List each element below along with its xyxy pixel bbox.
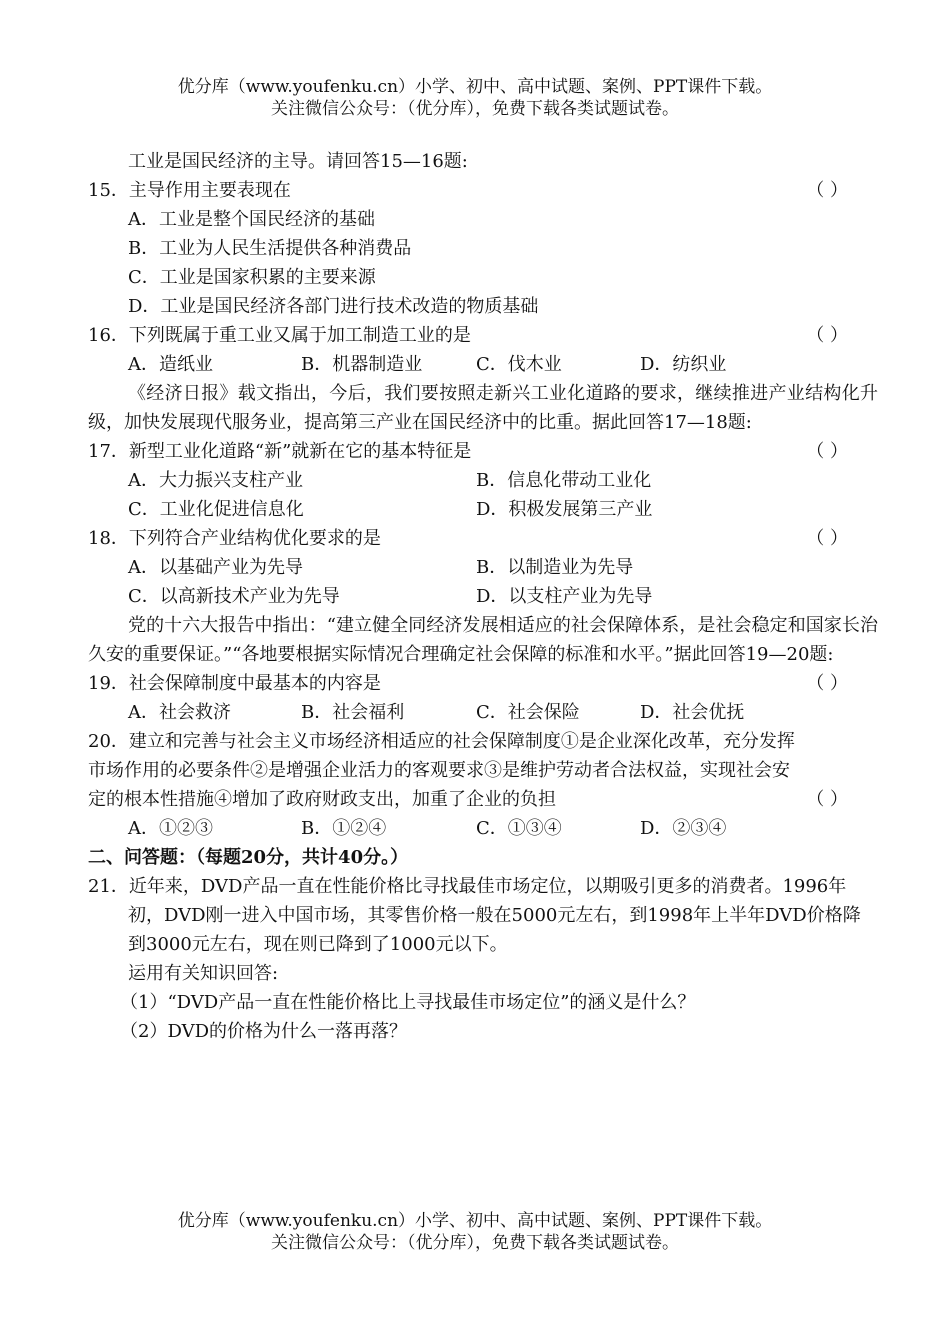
section-2-heading: 二、问答题：（每题20分，共计40分。）	[88, 847, 409, 868]
q16-options	[88, 350, 878, 379]
q17-options-row-1	[88, 466, 878, 495]
question-18	[88, 524, 878, 553]
q18-options-row-2	[88, 582, 878, 611]
answer-paren: （ ）	[806, 441, 848, 462]
q19-option-d: D．社会优抚	[640, 702, 745, 723]
question-20-line-3	[88, 785, 878, 814]
answer-paren: （ ）	[806, 528, 848, 549]
q20-option-c: C．①③④	[476, 818, 562, 839]
q18-option-b: B．以制造业为先导	[476, 557, 634, 578]
question-16	[88, 321, 878, 350]
question-21-sub-2: （2）DVD的价格为什么一落再落？	[120, 1021, 407, 1042]
question-19-stem: 19．社会保障制度中最基本的内容是	[88, 673, 381, 694]
q17-option-b: B．信息化带动工业化	[476, 470, 652, 491]
intro-19-20: 党的十六大报告中指出：“建立健全同经济发展相适应的社会保障体系，是社会稳定和国家长治久安的重要保证。”“各地要根据实际情况合理确定社会保障的标准和水平。”据此回答19—20题:	[88, 615, 878, 665]
footer-line-1: 优分库（www.youfenku.cn）小学、初中、高中试题、案例、PPT课件下载。	[177, 1211, 773, 1231]
q20-option-d: D．②③④	[640, 818, 727, 839]
question-21-instruction: 运用有关知识回答:	[128, 963, 279, 984]
q15-option-d: D．工业是国民经济各部门进行技术改造的物质基础	[128, 296, 539, 317]
question-15	[88, 176, 878, 205]
question-21-sub-1: （1）“DVD产品一直在性能价格比上寻找最佳市场定位”的涵义是什么？	[120, 992, 696, 1013]
question-20-stem-end: 定的根本性措施④增加了政府财政支出，加重了企业的负担	[88, 789, 556, 810]
exam-body	[88, 147, 878, 1046]
page-header	[0, 76, 950, 120]
q16-option-c: C．伐木业	[476, 354, 562, 375]
answer-paren: （ ）	[806, 325, 848, 346]
q17-option-d: D．积极发展第三产业	[476, 499, 653, 520]
q20-options	[88, 814, 878, 843]
q20-option-a: A．①②③	[128, 818, 213, 839]
q19-option-c: C．社会保险	[476, 702, 580, 723]
footer-line-2: 关注微信公众号：（优分库），免费下载各类试题试卷。	[271, 1233, 679, 1253]
question-19	[88, 669, 878, 698]
q15-option-a: A．工业是整个国民经济的基础	[128, 209, 375, 230]
q16-option-a: A．造纸业	[128, 354, 213, 375]
q18-option-c: C．以高新技术产业为先导	[128, 586, 340, 607]
question-18-stem: 18．下列符合产业结构优化要求的是	[88, 528, 381, 549]
q18-option-d: D．以支柱产业为先导	[476, 586, 653, 607]
question-20-line-1: 20．建立和完善与社会主义市场经济相适应的社会保障制度①是企业深化改革，充分发挥	[88, 731, 795, 752]
q18-option-a: A．以基础产业为先导	[128, 557, 303, 578]
intro-17-18: 《经济日报》载文指出，今后，我们要按照走新兴工业化道路的要求，继续推进产业结构化升级，加快发展现代服务业，提高第三产业在国民经济中的比重。据此回答17—18题:	[88, 383, 878, 433]
answer-paren: （ ）	[806, 789, 848, 810]
q19-options	[88, 698, 878, 727]
page-footer	[0, 1210, 950, 1254]
question-16-stem: 16．下列既属于重工业又属于加工制造工业的是	[88, 325, 471, 346]
intro-15-16: 工业是国民经济的主导。请回答15—16题:	[128, 151, 468, 172]
q17-options-row-2	[88, 495, 878, 524]
question-21-stem: 21．近年来，DVD产品一直在性能价格比寻找最佳市场定位，以期吸引更多的消费者。1996年初，DVD刚一进入中国市场，其零售价格一般在5000元左右，到1998年上半年DVD价格降到3000元左右，现在则已降到了1000元以下。	[88, 876, 861, 955]
q17-option-a: A．大力振兴支柱产业	[128, 470, 303, 491]
question-17	[88, 437, 878, 466]
header-line-2: 关注微信公众号：（优分库），免费下载各类试题试卷。	[271, 99, 679, 119]
q16-option-b: B．机器制造业	[301, 354, 423, 375]
q19-option-a: A．社会救济	[128, 702, 231, 723]
q15-option-c: C．工业是国家积累的主要来源	[128, 267, 376, 288]
q19-option-b: B．社会福利	[301, 702, 405, 723]
q18-options-row-1	[88, 553, 878, 582]
header-line-1: 优分库（www.youfenku.cn）小学、初中、高中试题、案例、PPT课件下载。	[177, 77, 773, 97]
q20-option-b: B．①②④	[301, 818, 387, 839]
question-20-line-2: 市场作用的必要条件②是增强企业活力的客观要求③是维护劳动者合法权益，实现社会安	[88, 760, 790, 781]
answer-paren: （ ）	[806, 673, 848, 694]
q15-option-b: B．工业为人民生活提供各种消费品	[128, 238, 412, 259]
answer-paren: （ ）	[806, 180, 848, 201]
q17-option-c: C．工业化促进信息化	[128, 499, 304, 520]
question-15-stem: 15．主导作用主要表现在	[88, 180, 291, 201]
q16-option-d: D．纺织业	[640, 354, 727, 375]
question-17-stem: 17．新型工业化道路“新”就新在它的基本特征是	[88, 441, 472, 462]
